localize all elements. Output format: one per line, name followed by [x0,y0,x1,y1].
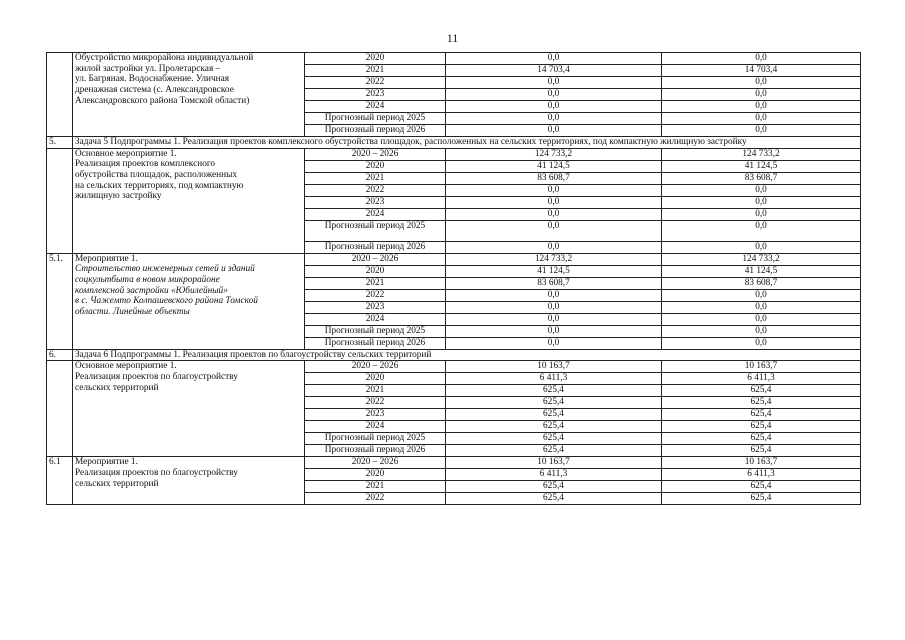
total-value-cell: 83 608,7 [446,277,662,289]
total-value-cell: 0,0 [446,101,662,113]
task-title: Задача 6 Подпрограммы 1. Реализация проектов по благоустройству сельских территорий [73,349,861,361]
total-value-cell: 0,0 [446,125,662,137]
period-cell: Прогнозный период 2026 [305,125,446,137]
source-value-cell: 625,4 [662,409,861,421]
total-value-cell: 625,4 [446,481,662,493]
table-row [47,148,861,160]
source-value-cell: 0,0 [662,101,861,113]
table-row [47,457,861,469]
table-row [47,361,861,373]
item-name [73,361,305,457]
period-cell: 2022 [305,493,446,505]
budget-table-body [47,53,861,505]
source-value-cell: 0,0 [662,220,861,241]
source-value-cell: 83 608,7 [662,172,861,184]
item-name-line: обустройства площадок, расположенных [75,170,237,181]
period-cell: 2021 [305,481,446,493]
source-value-cell: 14 703,4 [662,65,861,77]
source-value-cell: 41 124,5 [662,160,861,172]
item-name-line: комплексной застройки «Юбилейный» [75,285,228,296]
source-value-cell: 0,0 [662,241,861,253]
budget-table [46,52,861,505]
total-value-cell: 41 124,5 [446,265,662,277]
item-name-line: Строительство инженерных сетей и зданий [75,264,255,275]
total-value-cell: 0,0 [446,241,662,253]
source-value-cell: 0,0 [662,53,861,65]
item-name-line: соцкультбыта в новом микрорайоне [75,275,220,286]
source-value-cell: 0,0 [662,89,861,101]
item-name-line: в с. Чажемто Колпашевского района Томской [75,296,258,307]
period-cell: 2023 [305,301,446,313]
source-value-cell: 0,0 [662,289,861,301]
period-cell: 2020 – 2026 [305,361,446,373]
item-number: 6.1 [47,457,73,505]
total-value-cell: 41 124,5 [446,160,662,172]
total-value-cell: 0,0 [446,220,662,241]
item-name-line: жилищную застройку [75,191,162,202]
source-value-cell: 0,0 [662,125,861,137]
period-cell: Прогнозный период 2025 [305,433,446,445]
source-value-cell: 0,0 [662,301,861,313]
period-cell: 2022 [305,289,446,301]
source-value-cell: 0,0 [662,313,861,325]
total-value-cell: 625,4 [446,409,662,421]
item-number [47,361,73,457]
task-number: 6. [47,349,73,361]
period-cell: Прогнозный период 2026 [305,445,446,457]
source-value-cell: 41 124,5 [662,265,861,277]
period-cell: 2024 [305,101,446,113]
item-name-line: Реализация проектов комплексного [75,159,216,170]
total-value-cell: 0,0 [446,208,662,220]
total-value-cell: 0,0 [446,289,662,301]
total-value-cell: 83 608,7 [446,172,662,184]
item-name-line: области. Линейные объекты [75,307,190,318]
period-cell: 2024 [305,313,446,325]
total-value-cell: 6 411,3 [446,373,662,385]
item-number [47,53,73,137]
period-cell: 2024 [305,421,446,433]
total-value-cell: 0,0 [446,196,662,208]
item-name-line: жилой застройки ул. Пролетарская – [75,63,221,74]
period-cell: 2020 [305,53,446,65]
item-name-line: Реализация проектов по благоустройству [75,468,238,479]
source-value-cell: 10 163,7 [662,457,861,469]
item-name-line: Обустройство микрорайона индивидуальной [75,53,254,63]
source-value-cell: 0,0 [662,208,861,220]
page-number: 11 [446,31,459,45]
total-value-cell: 625,4 [446,385,662,397]
item-name-line: сельских территорий [75,478,159,489]
total-value-cell: 124 733,2 [446,148,662,160]
total-value-cell: 0,0 [446,53,662,65]
total-value-cell: 14 703,4 [446,65,662,77]
item-number: 5.1. [47,253,73,349]
item-name [73,148,305,253]
source-value-cell: 625,4 [662,493,861,505]
total-value-cell: 625,4 [446,421,662,433]
period-cell: 2023 [305,89,446,101]
source-value-cell: 0,0 [662,113,861,125]
task-row [47,349,861,361]
source-value-cell: 6 411,3 [662,469,861,481]
period-cell: 2022 [305,397,446,409]
table-row [47,53,861,65]
period-cell: 2024 [305,208,446,220]
item-name-line: Мероприятие 1. [75,457,138,468]
source-value-cell: 83 608,7 [662,277,861,289]
item-name-line: сельских территорий [75,382,159,393]
item-name [73,53,305,137]
total-value-cell: 625,4 [446,397,662,409]
period-cell: 2021 [305,385,446,397]
item-name-line: Основное мероприятие 1. [75,361,177,372]
period-cell: Прогнозный период 2025 [305,325,446,337]
total-value-cell: 625,4 [446,445,662,457]
source-value-cell: 625,4 [662,397,861,409]
source-value-cell: 625,4 [662,421,861,433]
source-value-cell: 625,4 [662,433,861,445]
source-value-cell: 0,0 [662,184,861,196]
total-value-cell: 625,4 [446,433,662,445]
period-cell: Прогнозный период 2025 [305,220,446,241]
source-value-cell: 0,0 [662,337,861,349]
task-number: 5. [47,137,73,149]
period-cell: Прогнозный период 2026 [305,241,446,253]
item-name-line: ул. Багряная. Водоснабжение. Уличная [75,74,230,85]
total-value-cell: 0,0 [446,301,662,313]
total-value-cell: 0,0 [446,184,662,196]
source-value-cell: 0,0 [662,196,861,208]
total-value-cell: 0,0 [446,113,662,125]
period-cell: Прогнозный период 2025 [305,113,446,125]
period-cell: 2020 [305,469,446,481]
total-value-cell: 124 733,2 [446,253,662,265]
source-value-cell: 10 163,7 [662,361,861,373]
period-cell: 2022 [305,77,446,89]
source-value-cell: 625,4 [662,481,861,493]
item-name-line: Мероприятие 1. [75,253,138,264]
total-value-cell: 10 163,7 [446,457,662,469]
total-value-cell: 0,0 [446,313,662,325]
source-value-cell: 0,0 [662,325,861,337]
source-value-cell: 6 411,3 [662,373,861,385]
item-name-line: Реализация проектов по благоустройству [75,372,238,383]
total-value-cell: 0,0 [446,337,662,349]
table-row [47,253,861,265]
item-name [73,253,305,349]
total-value-cell: 0,0 [446,89,662,101]
task-row [47,137,861,149]
source-value-cell: 124 733,2 [662,253,861,265]
total-value-cell: 10 163,7 [446,361,662,373]
task-title: Задача 5 Подпрограммы 1. Реализация проектов комплексного обустройства площадок, расположенных на сельских территориях, под компактную жилищную застройку [73,137,861,149]
period-cell: 2020 [305,373,446,385]
total-value-cell: 0,0 [446,77,662,89]
item-name-line: Александровского района Томской области) [75,95,250,106]
period-cell: 2021 [305,277,446,289]
item-name-line: дренажная система (с. Александровское [75,85,234,96]
source-value-cell: 625,4 [662,445,861,457]
source-value-cell: 0,0 [662,77,861,89]
period-cell: 2021 [305,172,446,184]
source-value-cell: 124 733,2 [662,148,861,160]
total-value-cell: 625,4 [446,493,662,505]
period-cell: 2022 [305,184,446,196]
period-cell: 2020 [305,160,446,172]
period-cell: 2020 – 2026 [305,253,446,265]
total-value-cell: 6 411,3 [446,469,662,481]
period-cell: 2020 – 2026 [305,457,446,469]
period-cell: 2023 [305,196,446,208]
item-name-line: на сельских территориях, под компактную [75,180,244,191]
period-cell: 2020 – 2026 [305,148,446,160]
total-value-cell: 0,0 [446,325,662,337]
period-cell: 2023 [305,409,446,421]
period-cell: 2021 [305,65,446,77]
period-cell: 2020 [305,265,446,277]
item-name-line: Основное мероприятие 1. [75,148,177,159]
source-value-cell: 625,4 [662,385,861,397]
item-name [73,457,305,505]
item-number [47,148,73,253]
period-cell: Прогнозный период 2026 [305,337,446,349]
